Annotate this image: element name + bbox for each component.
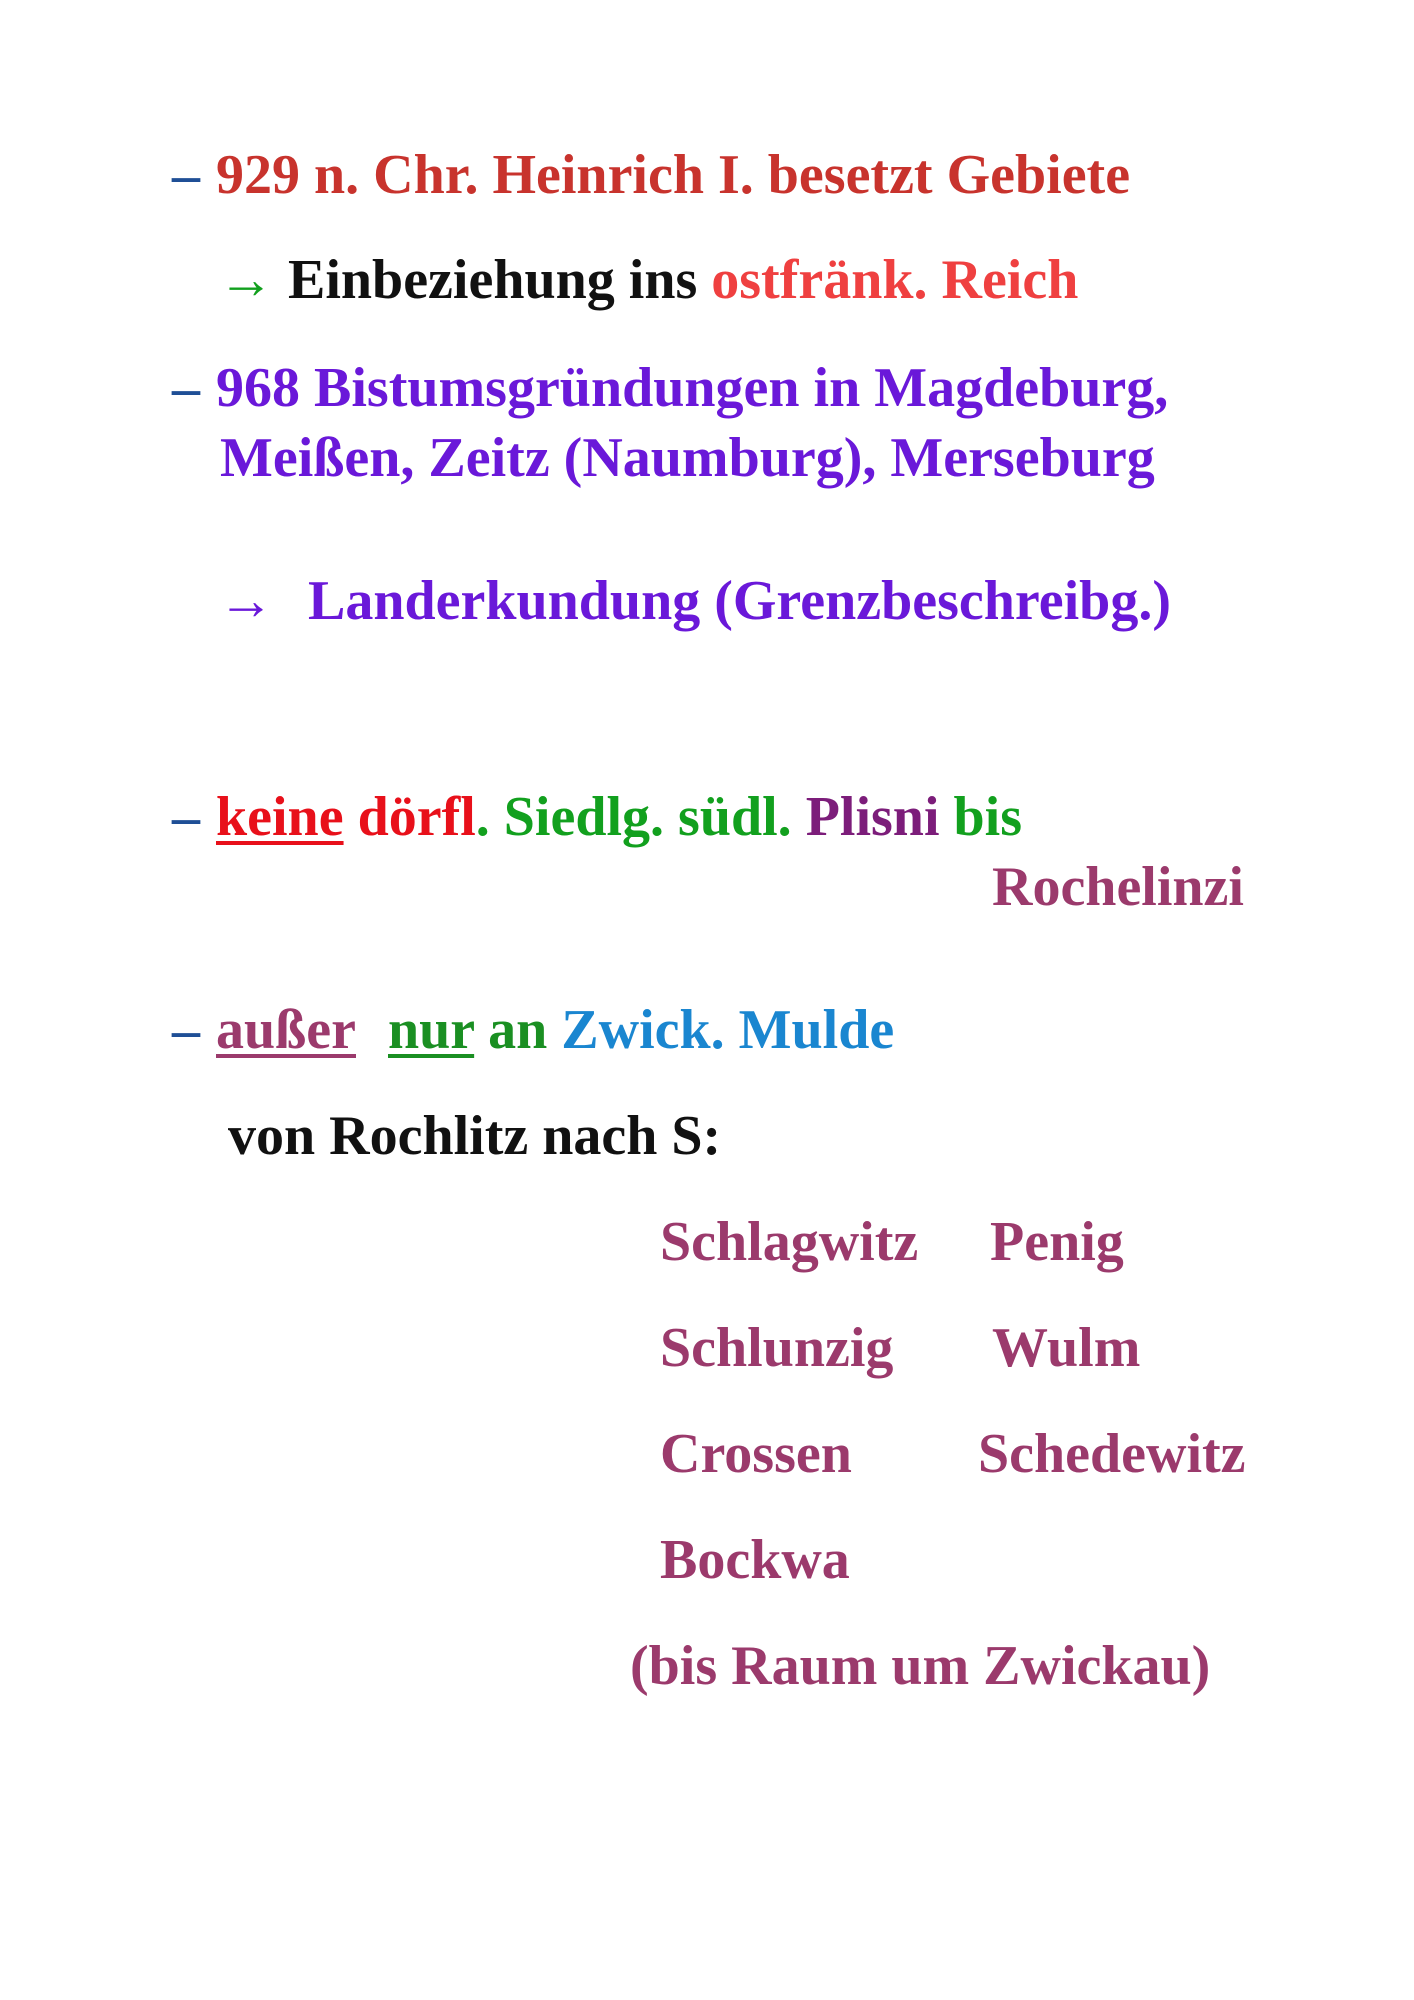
text-zwick-mulde: Zwick. Mulde <box>561 999 895 1061</box>
bullet-dash: – <box>172 999 200 1061</box>
line-landerkundung <box>218 570 1171 632</box>
text-keine: keine <box>216 786 344 848</box>
place-crossen: Crossen <box>660 1423 852 1485</box>
text-an: an <box>474 999 562 1061</box>
place-schlagwitz: Schlagwitz <box>660 1211 919 1273</box>
text-ostfraenk-reich: ostfränk. Reich <box>711 249 1079 311</box>
text-landerkundung: Landerkundung (Grenzbeschreibg.) <box>308 570 1171 632</box>
line-ausser-nur <box>172 999 895 1061</box>
place-bockwa: Bockwa <box>660 1529 850 1591</box>
line-heinrich <box>172 144 1131 206</box>
text-bis: bis <box>939 786 1023 848</box>
place-penig: Penig <box>990 1211 1124 1273</box>
text-ausser: außer <box>216 999 356 1061</box>
line-keine-siedlg <box>172 786 1023 848</box>
text-von-rochlitz: von Rochlitz nach S: <box>228 1105 722 1167</box>
place-schlunzig: Schlunzig <box>660 1317 894 1379</box>
line-einbeziehung <box>218 249 1079 311</box>
line-bistum-cont: Meißen, Zeitz (Naumburg), Merseburg <box>220 427 1155 489</box>
text-plisni: Plisni <box>805 786 940 848</box>
arrow-right-icon: → <box>218 570 274 632</box>
bullet-dash: – <box>172 144 200 206</box>
text-bistum: 968 Bistumsgründungen in Magdeburg, <box>216 357 1169 419</box>
text-heinrich: 929 n. Chr. Heinrich I. besetzt Gebiete <box>216 144 1131 206</box>
arrow-right-icon: → <box>218 249 274 311</box>
bullet-dash: – <box>172 357 200 419</box>
bullet-dash: – <box>172 786 200 848</box>
place-schedewitz: Schedewitz <box>978 1423 1246 1485</box>
text-einbeziehung: Einbeziehung ins <box>274 249 712 311</box>
text-siedlg-suedl: . Siedlg. südl. <box>475 786 806 848</box>
text-nur: nur <box>388 999 475 1061</box>
text-rochelinzi: Rochelinzi <box>992 856 1244 918</box>
line-bistum <box>172 357 1169 419</box>
place-wulm: Wulm <box>992 1317 1141 1379</box>
text-doerfl: dörfl <box>343 786 476 848</box>
note-raum-zwickau: (bis Raum um Zwickau) <box>630 1635 1211 1697</box>
